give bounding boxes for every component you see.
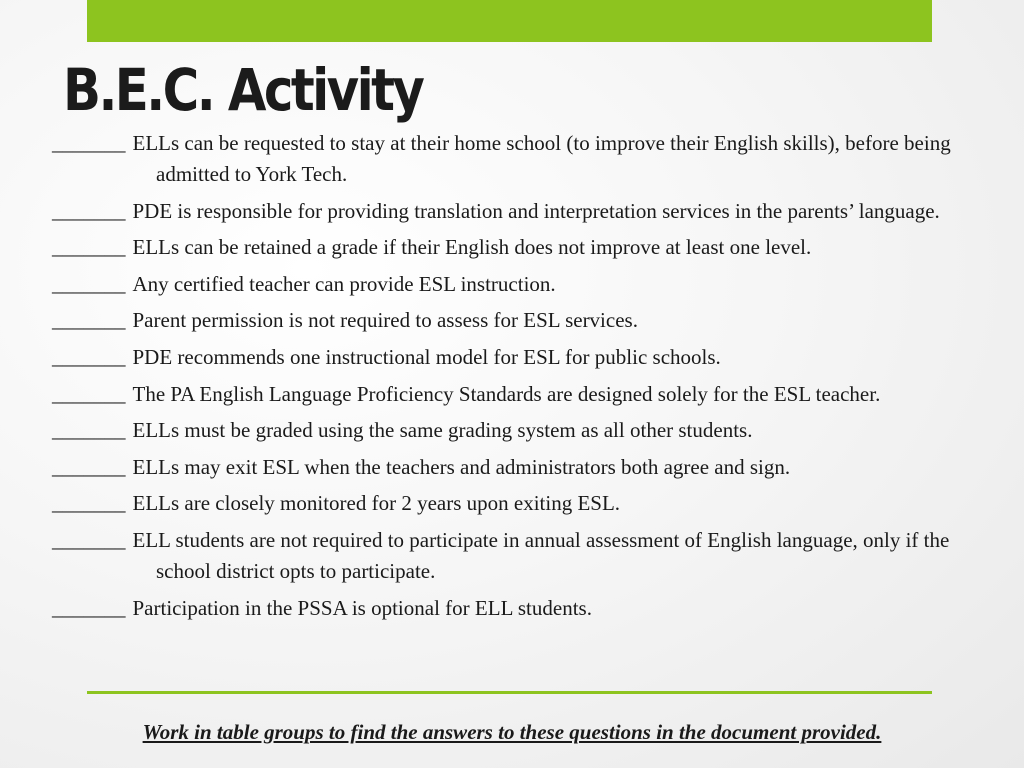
statement-item (52, 488, 992, 519)
answer-blank: _______ (52, 418, 126, 443)
answer-blank: _______ (52, 131, 126, 155)
statement-text: ELL students are not required to participate in annual assessment of English language, only if the school district opts to participate. (132, 527, 950, 583)
slide-title: B.E.C. Activity (63, 56, 423, 124)
statement-text: PDE is responsible for providing translation and interpretation services in the parents’ language. (132, 198, 940, 223)
answer-blank: _______ (52, 198, 126, 223)
statement-item (52, 269, 992, 300)
answer-blank: _______ (52, 308, 126, 333)
statement-text: Participation in the PSSA is optional for ELL students. (132, 595, 592, 620)
statement-item (52, 525, 992, 587)
statement-item (52, 593, 992, 624)
statement-item (52, 196, 992, 227)
statement-text: ELLs can be retained a grade if their English does not improve at least one level. (132, 235, 812, 260)
statement-text: Any certified teacher can provide ESL instruction. (132, 271, 556, 296)
answer-blank: _______ (52, 491, 126, 516)
instructions-text: Work in table groups to find the answers to these questions in the document provided. (142, 720, 882, 744)
statement-text: ELLs may exit ESL when the teachers and administrators both agree and sign. (132, 454, 791, 479)
statement-text: ELLs can be requested to stay at their home school (to improve their English skills), before being admitted to York Tech. (132, 131, 951, 186)
top-accent-bar (87, 0, 932, 42)
statement-item (52, 342, 992, 373)
statement-item (52, 415, 992, 446)
statement-text: Parent permission is not required to assess for ESL services. (132, 308, 638, 333)
statement-item (52, 452, 992, 483)
statement-text: PDE recommends one instructional model for ESL for public schools. (132, 344, 721, 369)
answer-blank: _______ (52, 344, 126, 369)
statement-item (52, 379, 992, 410)
answer-blank: _______ (52, 235, 126, 260)
answer-blank: _______ (52, 595, 126, 620)
statement-item (52, 128, 992, 190)
answer-blank: _______ (52, 454, 126, 479)
answer-blank: _______ (52, 527, 126, 552)
statement-list (52, 128, 992, 629)
answer-blank: _______ (52, 271, 126, 296)
statement-item (52, 305, 992, 336)
bottom-accent-line (87, 691, 932, 694)
statement-text: ELLs are closely monitored for 2 years upon exiting ESL. (132, 491, 621, 516)
answer-blank: _______ (52, 381, 126, 406)
statement-text: ELLs must be graded using the same grading system as all other students. (132, 418, 753, 443)
statement-item (52, 232, 992, 263)
statement-text: The PA English Language Proficiency Standards are designed solely for the ESL teacher. (132, 381, 881, 406)
